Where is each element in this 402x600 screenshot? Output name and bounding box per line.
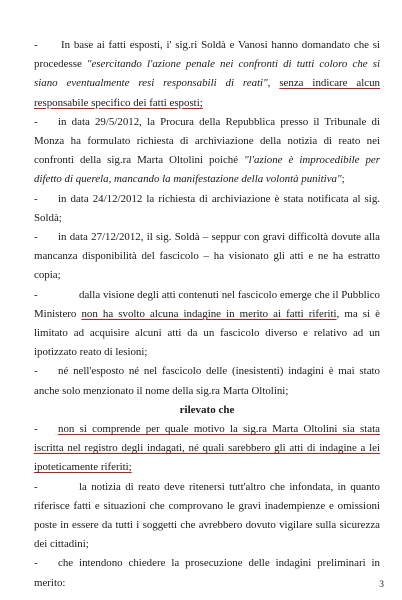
paragraph [34,478,380,555]
paragraph-text [34,286,380,363]
text-segment: In base ai fatti esposti, i' sig.ri Soldà e Vanosi hanno domandato che si procedesse [34,39,380,71]
paragraph-text [34,478,380,555]
paragraph-text [34,228,380,286]
paragraph-text [34,362,380,400]
underlined-text: non ha svolto alcuna indagine in merito ai fatti riferiti [81,307,337,320]
paragraph [34,554,380,592]
text-segment: la notizia di reato deve ritenersi tutt'altro che infondata, in quanto riferisce fatti e situazioni che comprovano le gravi inadempienze e omissioni poste in essere da tutti i soggetti che avrebbero dovuto vigilare sulla sicurezza dei cittadini; [34,480,380,551]
text-segment: dalla visione degli atti contenuti nel fascicolo emerge che il Pubblico Ministero [34,288,380,320]
paragraph-list-2 [34,420,380,593]
text-segment: né nell'esposto né nel fascicolo delle (inesistenti) indagini è mai stato anche solo menzionato il nome della sig.ra Marta Oltolini; [34,365,380,397]
text-segment: in data 24/12/2012 la richiesta di archiviazione è stata notificata al sig. Soldà; [34,192,380,224]
text-segment: , ma si è limitato ad acquisire alcuni atti da un fascicolo diverso e relativo ad un ipotizzato reato di lesioni; [34,307,381,359]
paragraph-text [34,190,380,228]
underlined-text: senza indicare alcun responsabile specifico dei fatti esposti; [34,77,380,109]
bullet-dash: - [34,480,38,493]
paragraph [34,190,380,228]
bullet-dash: - [34,423,38,436]
bullet-dash: - [34,39,38,51]
paragraph [34,228,380,286]
paragraph-text [34,113,380,190]
bullet-dash: - [34,557,38,570]
paragraph-text [34,420,380,478]
paragraph [34,113,380,190]
text-segment: che intendono chiedere la prosecuzione delle indagini preliminari in merito: [34,557,380,589]
paragraph-list [34,36,380,401]
paragraph-text [34,36,380,113]
paragraph [34,286,380,363]
section-heading: rilevato che [179,403,235,416]
underlined-text: non si comprende per quale motivo la sig.ra Marta Oltolini sia stata iscritta nel registro degli indagati, né quali sarebbero gli atti di indagine a lei ipoteticamente riferiti; [34,423,380,474]
paragraph-text [34,554,380,592]
paragraph [34,362,380,400]
quoted-text: "esercitando l'azione penale nei confronti di tutti coloro che si siano eventualmente resi responsabili di reati" [34,58,380,90]
bullet-dash: - [34,192,38,205]
paragraph [34,36,380,113]
bullet-dash: - [34,231,38,244]
text-segment: in data 29/5/2012, la Procura della Repubblica presso il Tribunale di Monza ha formulato richiesta di archiviazione della notizia di reato nei confronti della sig.ra Marta Oltolini poiché [34,115,380,167]
text-segment: , [267,77,280,90]
page-number: 3 [379,580,384,590]
paragraph [34,420,380,478]
bullet-dash: - [34,288,38,301]
text-segment: ; [341,173,345,186]
bullet-dash: - [34,365,38,378]
text-segment: in data 27/12/2012, il sig. Soldà – seppur con gravi difficoltà dovute alla mancanza disponibilità del fascicolo – ha visionato gli atti e ne ha estratto copia; [34,231,380,282]
quoted-text: "l'azione è improcedibile per difetto di querela, mancando la manifestazione della volontà punitiva" [34,154,381,186]
bullet-dash: - [34,115,38,128]
